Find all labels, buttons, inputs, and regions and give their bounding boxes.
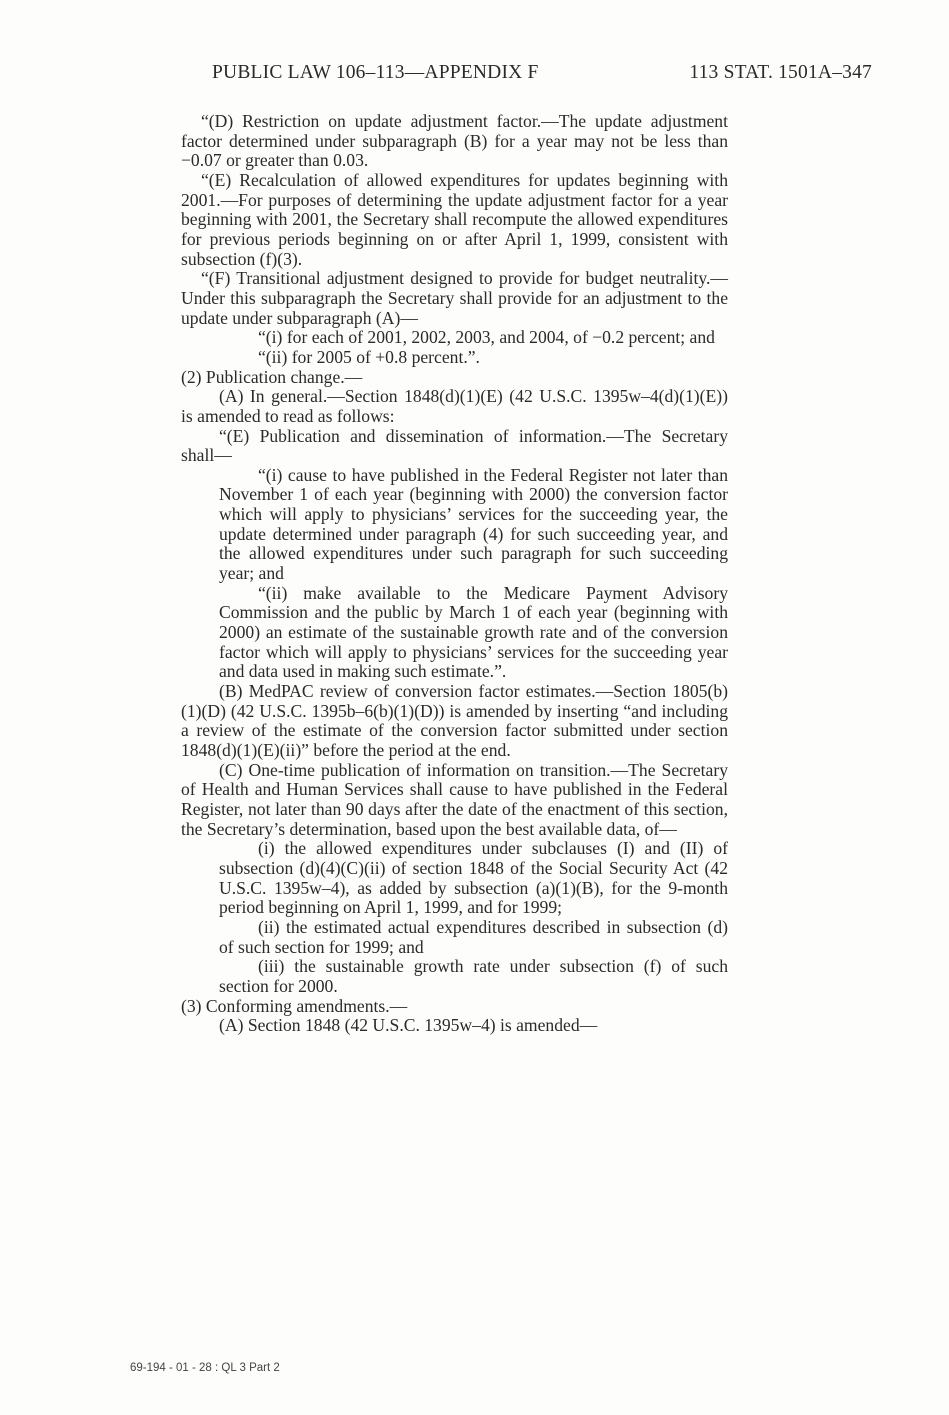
paragraph: (C) One-time publication of information on transition.—The Secretary of Health and Human Services shall cause to have published in the Federal Register, not later than 90 days after the date of the enactment of this section, the Secretary’s determination, based upon the best available data, of— [181,759,728,839]
paragraph-heading: (3) Conforming amendments.— [181,995,408,1016]
header-citation: 113 STAT. 1501A–347 [689,62,872,83]
clause: (i) the allowed expenditures under subclauses (I) and (II) of subsection (d)(4)(C)(ii) of section 1848 of the Social Security Act (42 U.S.C. 1395w–4), as added by subsection (a)(1)(B), for the 9-month period beginning on April 1, 1999, and for 1999; [219,838,728,918]
clause: “(ii) for 2005 of +0.8 percent.”. [258,346,480,367]
clause: “(i) for each of 2001, 2002, 2003, and 2004, of −0.2 percent; and [258,327,715,348]
clause: “(ii) make available to the Medicare Payment Advisory Commission and the public by March 1 of each year (beginning with 2000) an estimate of the sustainable growth rate and of the conversion factor which will apply to physicians’ services for the succeeding year and data used in making such estimate.”. [219,582,728,682]
clause: (ii) the estimated actual expenditures described in subsection (d) of such section for 1999; and [219,916,728,957]
clause: (iii) the sustainable growth rate under subsection (f) of such section for 2000. [219,956,728,996]
paragraph: “(E) Publication and dissemination of information.—The Secretary shall— [181,425,728,466]
header-title: PUBLIC LAW 106–113—APPENDIX F [212,62,539,83]
paragraph: “(E) Recalculation of allowed expenditures for updates beginning with 2001.—For purposes of determining the update adjustment factor for a year beginning with 2001, the Secretary shall recompute the allowed expenditures for previous periods beginning on or after April 1, 1999, consistent with subsection (f)(3). [181,169,728,269]
clause: “(i) cause to have published in the Federal Register not later than November 1 of each year (beginning with 2000) the conversion factor which will apply to physicians’ services for the succeeding year, the update determined under paragraph (4) for such succeeding year, and the allowed expenditures under such paragraph for such succeeding year; and [219,464,728,584]
paragraph: (B) MedPAC review of conversion factor estimates.—Section 1805(b)(1)(D) (42 U.S.C. 1395b–6(b)(1)(D)) is amended by inserting “and including a review of the estimate of the conversion factor submitted under section 1848(d)(1)(E)(ii)” before the period at the end. [181,681,728,760]
paragraph: “(F) Transitional adjustment designed to provide for budget neutrality.—Under this subparagraph the Secretary shall provide for an adjustment to the update under subparagraph (A)— [181,268,728,328]
body-text [181,112,728,1036]
running-header [212,62,872,84]
footer-code: 69-194 - 01 - 28 : QL 3 Part 2 [130,1362,280,1374]
paragraph: (A) In general.—Section 1848(d)(1)(E) (42 U.S.C. 1395w–4(d)(1)(E)) is amended to read as follows: [181,386,728,426]
paragraph-heading: (2) Publication change.— [181,366,363,387]
paragraph: “(D) Restriction on update adjustment factor.—The update adjustment factor determined under subparagraph (B) for a year may not be less than −0.07 or greater than 0.03. [181,111,728,171]
paragraph: (A) Section 1848 (42 U.S.C. 1395w–4) is amended— [219,1015,598,1036]
